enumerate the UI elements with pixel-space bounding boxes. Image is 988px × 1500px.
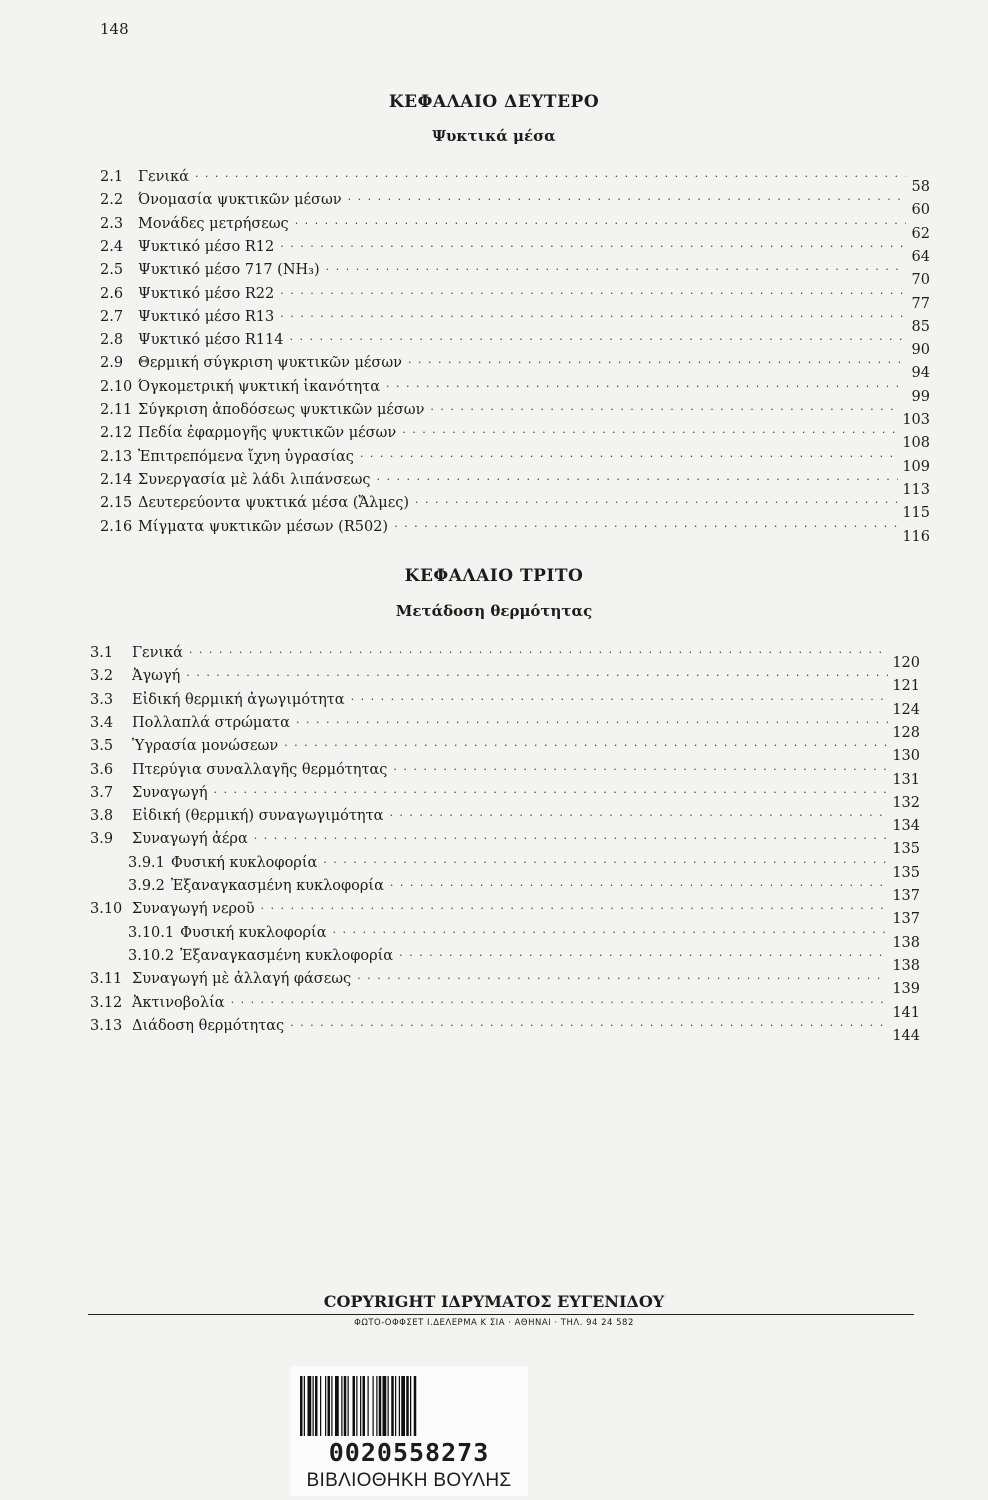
- barcode-bar: [315, 1376, 318, 1436]
- library-name: ΒΙΒΛΙΟΘΗΚΗ ΒΟΥΛΗΣ: [306, 1470, 512, 1491]
- toc-section-title: Ψυκτικό μέσο R22: [138, 285, 275, 302]
- chapter-3-subtitle: Μετάδοση θερμότητας: [395, 602, 593, 620]
- toc-section-number: 2.7: [100, 308, 124, 325]
- toc-page-number: 139: [892, 981, 920, 998]
- barcode-bar: [328, 1376, 331, 1436]
- toc-section-number: 3.9.1: [128, 854, 165, 871]
- toc-entry: [90, 735, 920, 765]
- toc-page-number: 103: [902, 412, 930, 428]
- toc-section-number: 2.12: [100, 425, 133, 442]
- toc-entry: [90, 992, 920, 1021]
- toc-entry: [100, 259, 930, 289]
- toc-entry: [100, 376, 930, 405]
- toc-dot-leader: [323, 851, 888, 869]
- toc-section-title: Εἰδική θερμική ἀγωγιμότητα: [132, 691, 345, 708]
- toc-section-title: Θερμική σύγκριση ψυκτικῶν μέσων: [138, 355, 402, 372]
- toc-page-number: 62: [911, 225, 930, 242]
- page-number: 148: [100, 20, 129, 38]
- barcode-bar: [320, 1376, 321, 1436]
- toc-dot-leader: [390, 874, 888, 892]
- toc-section-number: 2.16: [100, 518, 133, 535]
- barcode-bar: [383, 1376, 387, 1436]
- toc-page-number: 77: [911, 295, 930, 312]
- toc-dot-leader: [261, 897, 889, 915]
- toc-section-number: 3.13: [90, 1017, 123, 1034]
- toc-section-number: 2.10: [100, 378, 133, 395]
- toc-dot-leader: [280, 282, 906, 300]
- toc-entry: [100, 352, 930, 382]
- toc-dot-leader: [348, 188, 906, 206]
- toc-section-title: Συναγωγή νεροῦ: [132, 901, 255, 918]
- toc-page-number: 144: [892, 1027, 920, 1044]
- toc-section-number: 3.5: [90, 738, 114, 755]
- toc-dot-leader: [254, 827, 889, 845]
- toc-entry: [100, 516, 930, 545]
- toc-section-number: 3.2: [90, 668, 114, 685]
- toc-entry: [90, 642, 920, 671]
- toc-entry: [90, 898, 920, 928]
- toc-dot-leader: [195, 165, 906, 183]
- barcode-bar: [373, 1376, 374, 1436]
- toc-section-title: Γενικά: [132, 645, 183, 661]
- toc-dot-leader: [280, 305, 906, 323]
- toc-entry: [90, 665, 920, 695]
- chapter-2-title: ΚΕΦΑΛΑΙΟ ΔΕΥΤΕΡΟ: [388, 92, 600, 112]
- toc-entry: [90, 805, 920, 835]
- toc-page-number: 138: [892, 934, 920, 951]
- toc-section-number: 2.2: [100, 192, 124, 209]
- toc-section-number: 2.3: [100, 215, 124, 232]
- toc-entry: [128, 852, 920, 881]
- barcode-bar: [356, 1376, 357, 1436]
- toc-entry: [100, 329, 930, 359]
- toc-page-number: 137: [892, 911, 920, 928]
- toc-section-number: 3.9: [90, 831, 114, 848]
- toc-dot-leader: [189, 641, 888, 659]
- barcode-bar: [300, 1376, 303, 1436]
- toc-dot-leader: [290, 1014, 888, 1032]
- toc-section-title: Συναγωγή: [132, 784, 208, 801]
- toc-section-title: Όγκομετρική ψυκτική ἱκανότητα: [138, 378, 381, 395]
- barcode-bar: [399, 1376, 400, 1436]
- toc-entry: [128, 922, 920, 951]
- toc-section-number: 3.6: [90, 761, 114, 778]
- toc-section-title: Όνομασία ψυκτικῶν μέσων: [138, 192, 342, 209]
- toc-section-title: Ψυκτικό μέσο R12: [138, 238, 275, 255]
- toc-section-number: 3.10: [90, 901, 123, 918]
- barcode-bar: [325, 1376, 326, 1436]
- toc-dot-leader: [394, 515, 898, 533]
- toc-page-number: 135: [892, 841, 920, 858]
- toc-section-number: 2.1: [100, 169, 124, 185]
- toc-dot-leader: [284, 734, 888, 752]
- toc-page-number: 60: [911, 202, 930, 219]
- toc-dot-leader: [389, 804, 888, 822]
- toc-section-number: 3.12: [90, 994, 123, 1011]
- library-barcode-sticker: [290, 1366, 528, 1496]
- toc-section-title: Εἰδική (θερμική) συναγωγιμότητα: [132, 808, 384, 825]
- barcode-bar: [313, 1376, 314, 1436]
- toc-entry: [100, 283, 930, 312]
- toc-page-number: 90: [911, 342, 930, 359]
- toc-section-number: 3.10.2: [128, 947, 175, 964]
- toc-section-number: 2.6: [100, 285, 124, 302]
- toc-section-title: Συναγωγή μὲ ἀλλαγή φάσεως: [132, 971, 352, 988]
- barcode-icon: [298, 1376, 520, 1436]
- toc-page-number: 130: [892, 748, 920, 765]
- toc-page-number: 138: [892, 957, 920, 974]
- toc-dot-leader: [351, 688, 889, 706]
- toc-page-number: 85: [911, 318, 930, 335]
- toc-entry: [128, 945, 920, 974]
- toc-section-title: Πτερύγια συναλλαγῆς θερμότητας: [132, 761, 388, 778]
- toc-dot-leader: [214, 781, 889, 799]
- toc-dot-leader: [393, 758, 888, 776]
- barcode-bar: [406, 1376, 409, 1436]
- barcode-bar: [341, 1376, 342, 1436]
- toc-dot-leader: [326, 258, 906, 276]
- toc-section-title: Συναγωγή ἀέρα: [132, 831, 248, 848]
- toc-section-title: Ὑγρασία μονώσεων: [132, 738, 279, 755]
- toc-section-number: 2.5: [100, 262, 124, 279]
- toc-section-title: Ψυκτικό μέσο R114: [138, 332, 284, 349]
- toc-page-number: 116: [902, 528, 930, 545]
- toc-dot-leader: [402, 421, 898, 439]
- toc-section-number: 2.13: [100, 448, 133, 465]
- toc-entry: [100, 213, 930, 242]
- toc-page-number: 94: [911, 365, 930, 382]
- toc-section-number: 3.8: [90, 808, 114, 825]
- toc-dot-leader: [357, 967, 888, 985]
- toc-section-title: Πεδία ἐφαρμογῆς ψυκτικῶν μέσων: [138, 425, 397, 442]
- toc-page-number: 99: [911, 388, 930, 405]
- toc-page-number: 141: [892, 1004, 920, 1021]
- toc-page-number: 135: [892, 864, 920, 881]
- chapter-2-subtitle: Ψυκτικά μέσα: [432, 127, 556, 145]
- toc-section-title: Σύγκριση ἀποδόσεως ψυκτικῶν μέσων: [138, 402, 425, 418]
- toc-entry: [90, 759, 920, 788]
- copyright-line: COPYRIGHT ΙΔΡΥΜΑΤΟΣ ΕΥΓΕΝΙΔΟΥ: [323, 1292, 665, 1311]
- toc-page-number: 121: [892, 678, 920, 695]
- toc-dot-leader: [333, 921, 889, 939]
- toc-section-title: Μίγματα ψυκτικῶν μέσων (R502): [138, 518, 389, 535]
- printer-line: ΦΩΤΟ-ΟΦΦΣΕΤ Ι.ΔΕΛΕΡΜΑ Κ ΣΙΑ · ΑΘΗΝΑΙ · ΤΗΛ. 94 24 582: [354, 1318, 634, 1328]
- toc-page-number: 108: [902, 435, 930, 452]
- barcode-bar: [368, 1376, 369, 1436]
- toc-dot-leader: [415, 491, 898, 509]
- toc-section-number: 3.10.1: [128, 924, 175, 941]
- toc-section-title: Συνεργασία μὲ λάδι λιπάνσεως: [138, 471, 371, 488]
- toc-page-number: 128: [892, 724, 920, 741]
- barcode-bar: [348, 1376, 349, 1436]
- toc-page-number: 109: [902, 458, 930, 475]
- toc-dot-leader: [360, 445, 898, 463]
- toc-section-title: Δευτερεύοντα ψυκτικά μέσα (Ἄλμες): [138, 495, 410, 512]
- toc-page-number: 115: [902, 505, 930, 522]
- toc-entry: [90, 712, 920, 741]
- toc-section-number: 3.4: [90, 714, 114, 731]
- toc-page-number: 124: [892, 701, 920, 718]
- barcode-bar: [304, 1376, 305, 1436]
- toc-page-number: 137: [892, 888, 920, 904]
- toc-section-title: Ψυκτικό μέσο R13: [138, 308, 275, 325]
- toc-entry: [90, 782, 920, 811]
- toc-dot-leader: [231, 991, 889, 1009]
- toc-section-number: 2.9: [100, 355, 124, 372]
- toc-entry: [100, 306, 930, 335]
- toc-dot-leader: [289, 328, 906, 346]
- barcode-bar: [401, 1376, 405, 1436]
- toc-section-title: Ἀκτινοβολία: [132, 994, 225, 1011]
- barcode-bar: [376, 1376, 377, 1436]
- toc-entry: [100, 399, 930, 428]
- barcode-bar: [395, 1376, 396, 1436]
- toc-page-number: 131: [892, 771, 920, 788]
- barcode-bar: [391, 1376, 394, 1436]
- toc-dot-leader: [430, 398, 898, 416]
- toc-section-number: 3.9.2: [128, 878, 165, 894]
- toc-entry: [90, 828, 920, 858]
- barcode-bar: [353, 1376, 356, 1436]
- toc-section-title: Γενικά: [138, 169, 189, 185]
- barcode-bar: [344, 1376, 347, 1436]
- toc-entry: [100, 492, 930, 522]
- toc-page-number: 113: [902, 481, 930, 498]
- toc-section-number: 2.14: [100, 471, 133, 488]
- barcode-bar: [308, 1376, 312, 1436]
- toc-section-number: 3.3: [90, 691, 114, 708]
- toc-dot-leader: [408, 351, 906, 369]
- toc-section-title: Ἐξαναγκασμένη κυκλοφορία: [180, 947, 394, 964]
- toc-dot-leader: [377, 468, 899, 486]
- toc-section-title: Ἐξαναγκασμένη κυκλοφορία: [170, 878, 384, 894]
- toc-dot-leader: [186, 664, 888, 682]
- footer-rule: [88, 1314, 914, 1315]
- toc-dot-leader: [280, 235, 906, 253]
- toc-section-title: Ἀγωγή: [132, 668, 181, 685]
- toc-entry: [128, 875, 920, 904]
- barcode-bar: [379, 1376, 382, 1436]
- toc-entry: [100, 422, 930, 452]
- barcode-bar: [360, 1376, 361, 1436]
- toc-section-number: 3.1: [90, 645, 114, 661]
- toc-page-number: 134: [892, 818, 920, 835]
- toc-entry: [100, 166, 930, 195]
- toc-dot-leader: [386, 375, 906, 393]
- toc-section-number: 3.11: [90, 971, 123, 988]
- toc-section-title: Διάδοση θερμότητας: [132, 1017, 285, 1034]
- toc-section-title: Ψυκτικό μέσο 717 (NH₃): [138, 262, 320, 279]
- toc-page-number: 58: [911, 179, 930, 195]
- barcode-bar: [363, 1376, 366, 1436]
- toc-entry: [100, 469, 930, 498]
- barcode-bar: [410, 1376, 411, 1436]
- barcode-bar: [388, 1376, 389, 1436]
- toc-section-title: Μονάδες μετρήσεως: [138, 215, 289, 232]
- barcode-bar: [335, 1376, 339, 1436]
- toc-section-title: Φυσική κυκλοφορία: [170, 854, 318, 871]
- toc-page-number: 120: [892, 655, 920, 671]
- toc-entry: [90, 689, 920, 718]
- toc-page-number: 70: [911, 272, 930, 289]
- chapter-3-title: ΚΕΦΑΛΑΙΟ ΤΡΙΤΟ: [404, 566, 584, 586]
- toc-section-title: Ἐπιτρεπόμενα ἴχνη ὑγρασίας: [138, 448, 354, 465]
- toc-entry: [100, 189, 930, 219]
- toc-entry: [100, 236, 930, 265]
- toc-page-number: 132: [892, 794, 920, 811]
- barcode-bar: [331, 1376, 332, 1436]
- toc-section-title: Φυσική κυκλοφορία: [180, 924, 327, 941]
- toc-section-number: 3.7: [90, 784, 114, 801]
- toc-section-title: Πολλαπλά στρώματα: [132, 714, 290, 731]
- toc-section-number: 2.15: [100, 495, 133, 512]
- toc-page-number: 64: [911, 248, 930, 265]
- toc-entry: [100, 446, 930, 475]
- toc-section-number: 2.4: [100, 238, 124, 255]
- toc-dot-leader: [295, 212, 906, 230]
- toc-section-number: 2.8: [100, 332, 124, 349]
- toc-dot-leader: [296, 711, 888, 729]
- barcode-bar: [414, 1376, 417, 1436]
- barcode-number: 0020558273: [328, 1438, 490, 1467]
- toc-entry: [90, 968, 920, 998]
- toc-dot-leader: [399, 944, 888, 962]
- toc-entry: [90, 1015, 920, 1044]
- toc-section-number: 2.11: [100, 402, 133, 418]
